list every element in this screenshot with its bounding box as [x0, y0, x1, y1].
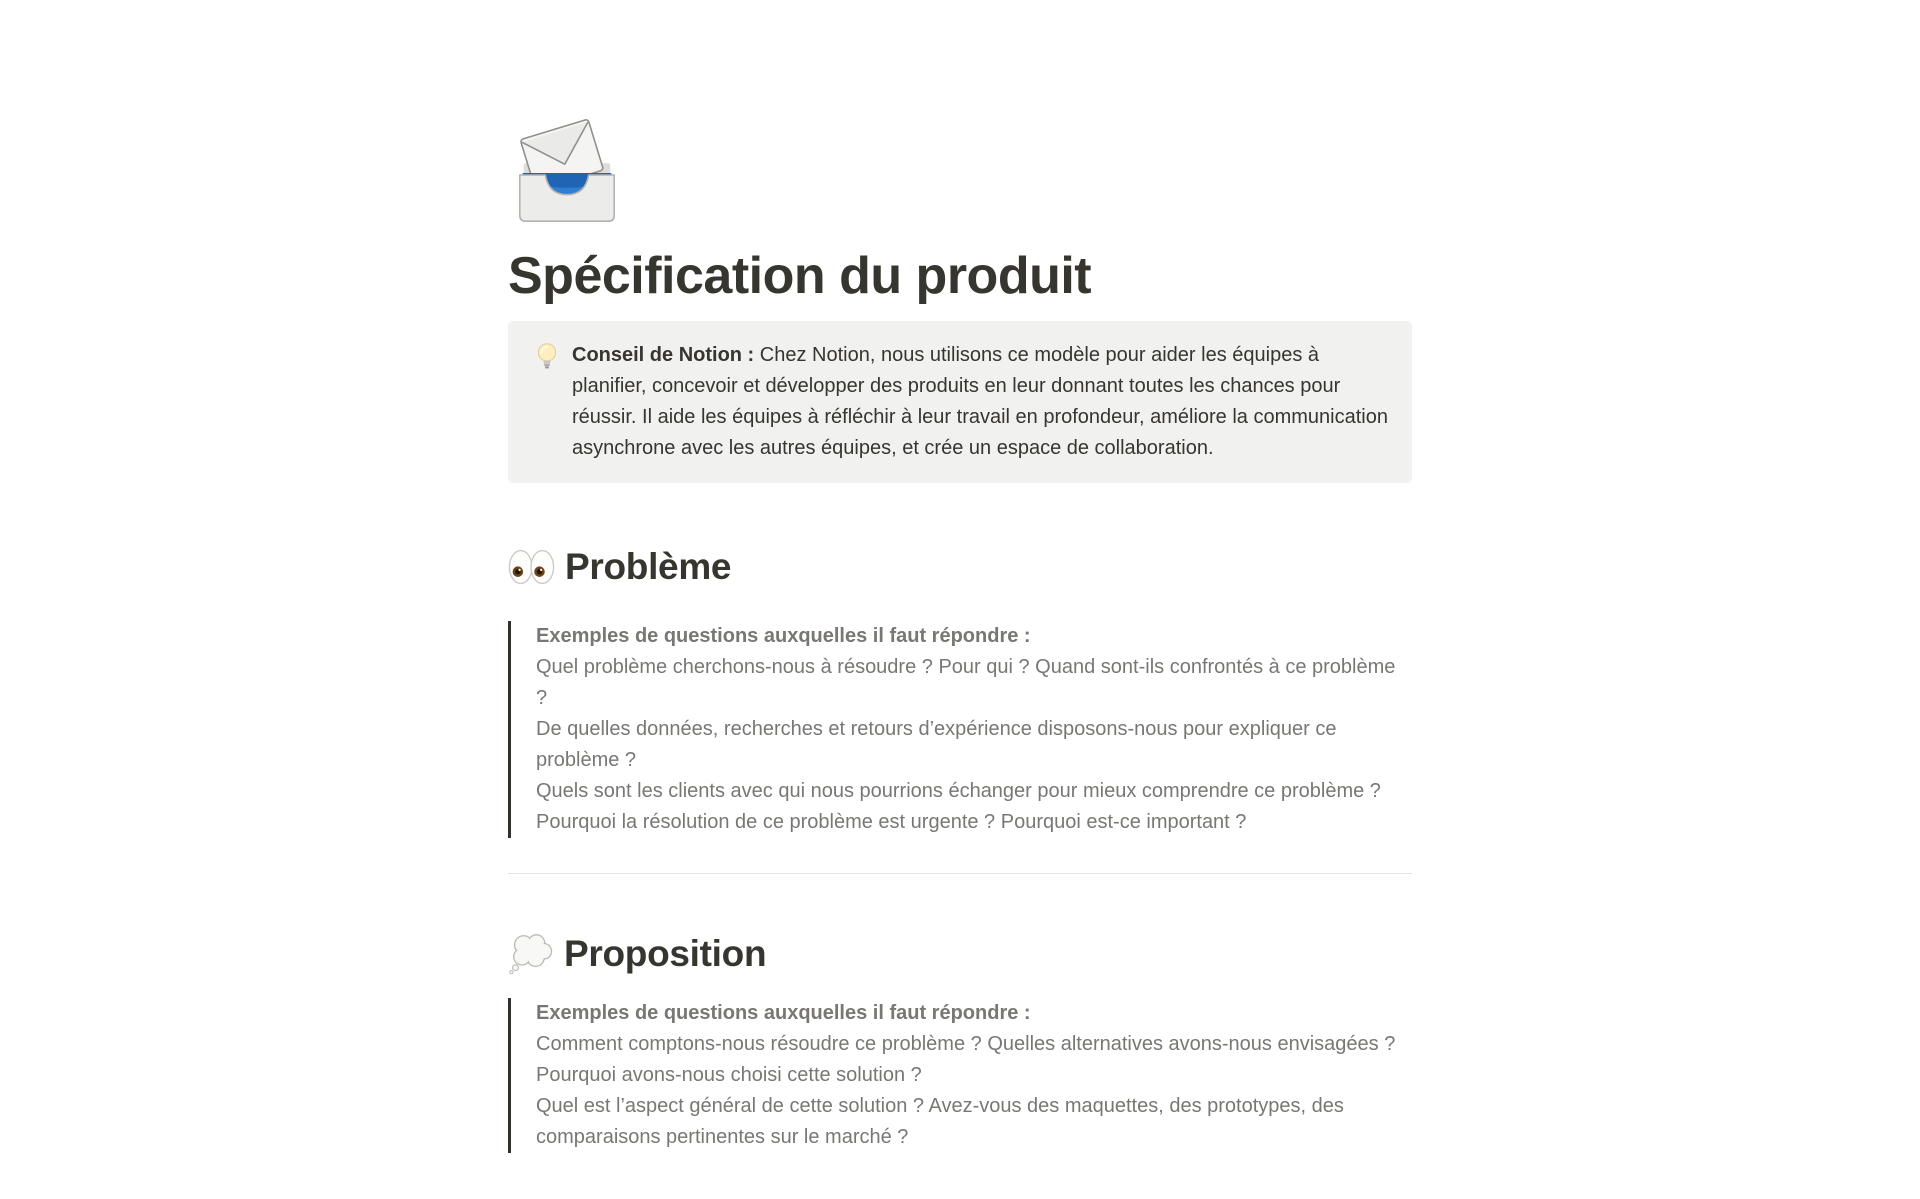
quote-question: Pourquoi la résolution de ce problème est urgente ? Pourquoi est-ce important ?	[536, 811, 1247, 833]
heading-proposition[interactable]	[508, 930, 1412, 978]
callout-block[interactable]	[508, 321, 1412, 483]
callout-text	[572, 340, 1388, 464]
quote-lead: Exemples de questions auxquelles il faut répondre :	[536, 625, 1031, 647]
thought-balloon-icon	[508, 933, 554, 975]
incoming-envelope-icon	[508, 116, 626, 234]
quote-question: Quel est l’aspect général de cette solution ? Avez-vous des maquettes, des prototypes, des comparaisons pertinentes sur le marché ?	[536, 1095, 1344, 1148]
quote-question: De quelles données, recherches et retours d’expérience disposons-nous pour expliquer ce problème ?	[536, 718, 1337, 771]
quote-question: Quels sont les clients avec qui nous pourrions échanger pour mieux comprendre ce problème ?	[536, 780, 1381, 802]
heading-proposition-label: Proposition	[564, 933, 767, 974]
quote-block-probleme[interactable]	[508, 621, 1412, 838]
notion-page	[508, 0, 1412, 1153]
quote-question: Quel problème cherchons-nous à résoudre ? Pour qui ? Quand sont-ils confrontés à ce problème ?	[536, 656, 1396, 709]
eyes-icon	[508, 549, 555, 585]
light-bulb-icon	[536, 342, 558, 378]
section-proposition	[508, 930, 1412, 1153]
divider	[508, 873, 1412, 874]
heading-probleme[interactable]	[508, 543, 1412, 591]
page-icon-incoming-envelope[interactable]	[508, 116, 626, 234]
page-title[interactable]: Spécification du produit	[508, 247, 1092, 305]
section-probleme	[508, 543, 1412, 838]
quote-question: Comment comptons-nous résoudre ce problème ? Quelles alternatives avons-nous envisagées ? Pourquoi avons-nous choisi cette solution ?	[536, 1033, 1396, 1086]
heading-probleme-label: Problème	[565, 546, 732, 587]
quote-block-proposition[interactable]	[508, 998, 1412, 1153]
callout-bold-label: Conseil de Notion :	[572, 344, 755, 366]
quote-lead: Exemples de questions auxquelles il faut répondre :	[536, 1002, 1031, 1024]
callout-body-text: Chez Notion, nous utilisons ce modèle pour aider les équipes à planifier, concevoir et développer des produits en leur donnant toutes les chances pour réussir. Il aide les équipes à réfléchir à leur travail en profondeur, améliore la communication asynchrone avec les autres équipes, et crée un espace de collaboration.	[572, 344, 1388, 459]
